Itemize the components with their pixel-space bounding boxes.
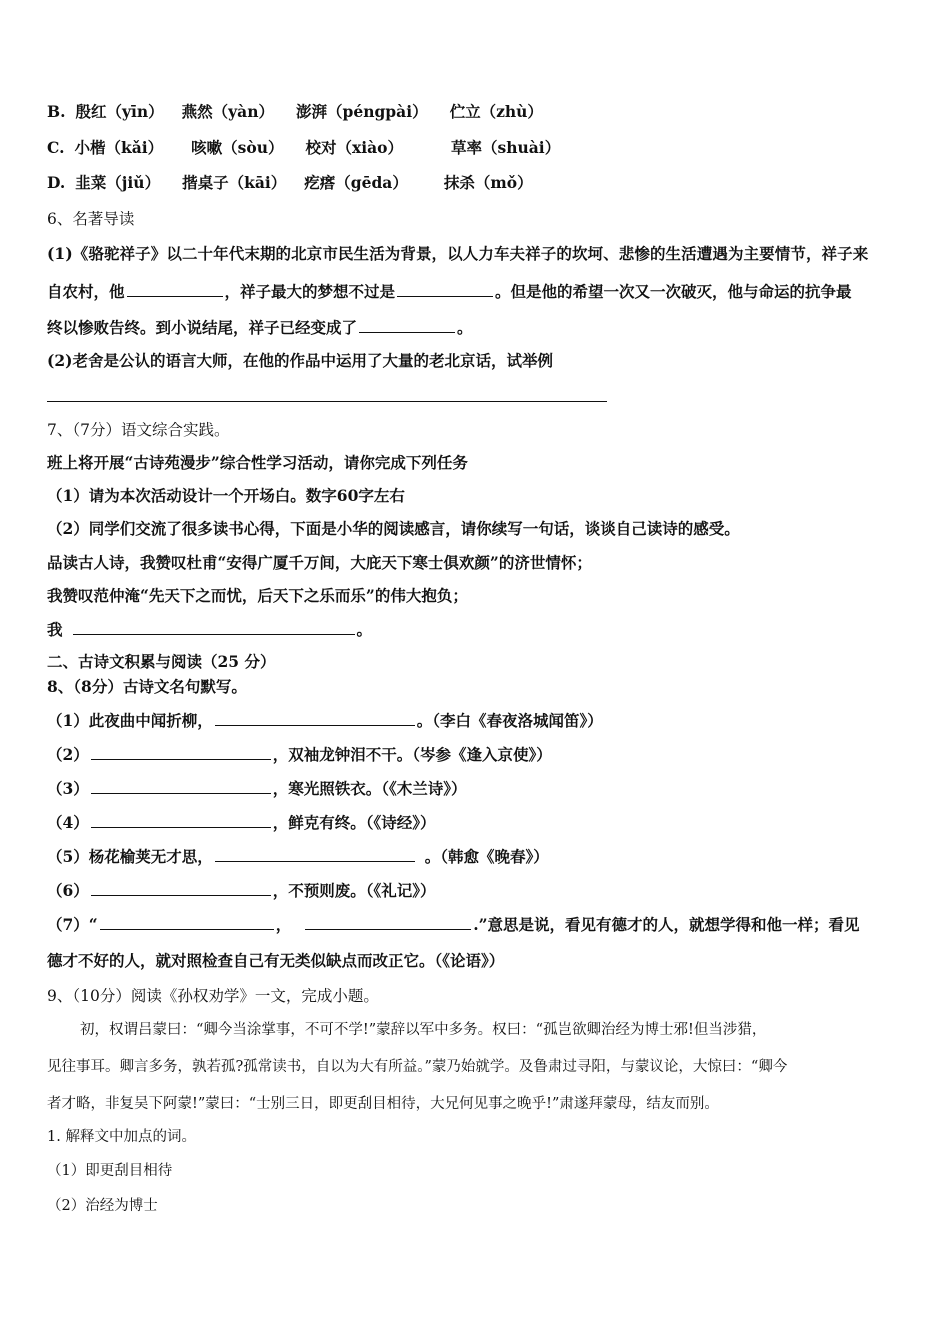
q8-item-5: （5）杨花榆荚无才思， 。（韩愈《晚春》） <box>47 847 549 866</box>
option-d-item-3: 疙瘩（gēda） <box>304 173 408 192</box>
q6-blank-3[interactable] <box>359 317 455 333</box>
q7-task-2: （2）同学们交流了很多读书心得，下面是小华的阅读感言，请你续写一句话，谈谈自己读诗的感受。 <box>47 519 740 538</box>
q9-text-line1: 初，权谓吕蒙曰：“卿今当涂掌事，不可不学!”蒙辞以军中多务。权曰：“孤岂欲卿治经为博士邪!但当涉猎， <box>80 1022 767 1038</box>
q8-item-4: （4） ，鲜克有终。（《诗经》） <box>47 813 436 832</box>
q9-sub1-1: （1）即更刮目相待 <box>47 1163 173 1179</box>
option-b-item-2: 燕然（yàn） <box>181 102 274 121</box>
option-c-item-4: 草率（shuài） <box>451 138 561 157</box>
q8-blank-1[interactable] <box>215 710 415 726</box>
option-b-item-1: 殷红（yīn） <box>75 102 164 121</box>
option-b-label: B. <box>47 102 66 121</box>
q7-intro: 班上将开展“古诗苑漫步”综合性学习活动，请你完成下列任务 <box>47 453 468 472</box>
q8-item-7-line2: 德才不好的人，就对照检查自己有无类似缺点而改正它。（《论语》） <box>47 951 505 970</box>
option-d-label: D. <box>47 173 66 192</box>
q9-sub1: 1. 解释文中加点的词。 <box>47 1129 196 1145</box>
q6-title: 6、名著导读 <box>47 210 135 228</box>
q9-text-line2: 见往事耳。卿言多务，孰若孤?孤常读书，自以为大有所益。”蒙乃始就学。及鲁肃过寻阳，与蒙议论，大惊曰：“卿今 <box>47 1059 788 1075</box>
section2-title: 二、古诗文积累与阅读（25 分） <box>47 652 276 671</box>
q8-item-7: （7）“ ， .”意思是说，看见有德才的人，就想学得和他一样；看见 <box>47 915 860 934</box>
q8-blank-8[interactable] <box>305 914 471 930</box>
option-d-item-1: 韭菜（jiǔ） <box>75 173 161 192</box>
option-b-row <box>47 102 543 122</box>
q8-item-2: （2） ，双袖龙钟泪不干。（岑参《逢入京使》） <box>47 745 552 764</box>
q6-blank-2[interactable] <box>397 281 493 297</box>
option-b-item-4: 伫立（zhù） <box>449 102 543 121</box>
q9-sub1-2: （2）治经为博士 <box>47 1198 158 1214</box>
q6-blank-1[interactable] <box>127 281 223 297</box>
q7-line-2: 我赞叹范仲淹“先天下之而忧，后天下之乐而乐”的伟大抱负； <box>47 586 468 605</box>
q6-p2: (2)老舍是公认的语言大师，在他的作品中运用了大量的老北京话，试举例 <box>47 351 553 370</box>
q7-line-1: 品读古人诗，我赞叹杜甫“安得广厦千万间，大庇天下寒士俱欢颜”的济世情怀； <box>47 553 592 572</box>
q8-blank-2[interactable] <box>91 744 271 760</box>
q7-blank[interactable] <box>73 619 355 635</box>
option-c-item-2: 咳嗽（sòu） <box>191 138 284 157</box>
q8-item-3: （3） ，寒光照铁衣。（《木兰诗》） <box>47 779 467 798</box>
q8-item-1: （1）此夜曲中闻折柳， 。（李白《春夜洛城闻笛》） <box>47 711 603 730</box>
q8-blank-7[interactable] <box>100 914 274 930</box>
q8-blank-3[interactable] <box>91 778 271 794</box>
option-d-item-4: 抹杀（mǒ） <box>443 173 533 192</box>
option-c-item-3: 校对（xiào） <box>305 138 403 157</box>
q8-blank-6[interactable] <box>91 880 271 896</box>
q6-p1-line2: 自农村，他 ，祥子最大的梦想不过是 。但是他的希望一次又一次破灭，他与命运的抗争最 <box>47 282 852 301</box>
option-d-row <box>47 173 533 193</box>
q8-title: 8、（8分）古诗文名句默写。 <box>47 677 247 696</box>
option-c-item-1: 小楷（kǎi） <box>74 138 164 157</box>
option-b-item-3: 澎湃（péngpài） <box>296 102 428 121</box>
q8-blank-5[interactable] <box>215 846 415 862</box>
option-c-row <box>47 138 560 158</box>
option-c-label: C. <box>47 138 65 157</box>
q7-task-1: （1）请为本次活动设计一个开场白。数字60字左右 <box>47 486 405 505</box>
q8-blank-4[interactable] <box>91 812 271 828</box>
q7-line-3: 我 。 <box>47 620 373 639</box>
q9-text-line3: 者才略，非复吴下阿蒙!”蒙曰：“士别三日，即更刮目相待，大兄何见事之晚乎!”肃遂拜蒙母，结友而别。 <box>47 1096 719 1112</box>
q6-p1-line1: (1)《骆驼祥子》以二十年代末期的北京市民生活为背景，以人力车夫祥子的坎坷、悲惨的生活遭遇为主要情节，祥子来 <box>47 244 869 263</box>
q6-p1-line3: 终以惨败告终。到小说结尾，祥子已经变成了 。 <box>47 318 473 337</box>
q7-title: 7、（7分）语文综合实践。 <box>47 421 230 439</box>
q6-answer-line[interactable] <box>47 401 607 402</box>
option-d-item-2: 揩桌子（kāi） <box>182 173 287 192</box>
q8-item-6: （6） ，不预则废。（《礼记》） <box>47 881 436 900</box>
q9-title: 9、（10分）阅读《孙权劝学》一文，完成小题。 <box>47 987 379 1005</box>
